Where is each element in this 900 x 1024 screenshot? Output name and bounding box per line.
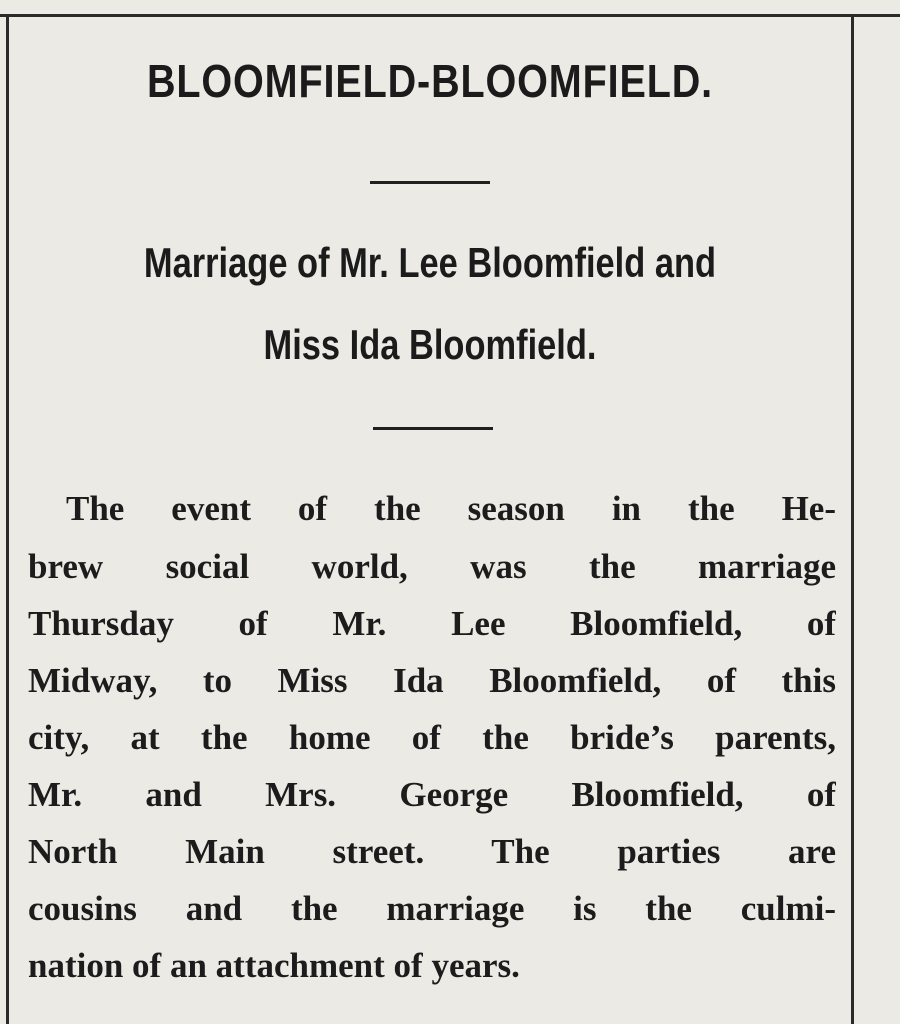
subheading-divider xyxy=(373,427,493,430)
subheading-line-2: Miss Ida Bloomfield. xyxy=(263,321,597,368)
body-line: Midway, to Miss Ida Bloomfield, of this xyxy=(28,661,836,700)
headline-divider xyxy=(370,181,490,184)
body-line: cousins and the marriage is the culmi- xyxy=(28,889,836,928)
right-column-rule xyxy=(851,14,854,1024)
body-line: The event of the season in the He- xyxy=(66,489,836,528)
body-line: brew social world, was the marriage xyxy=(28,547,836,586)
article-headline: BLOOMFIELD-BLOOMFIELD. xyxy=(146,55,714,107)
body-line: Thursday of Mr. Lee Bloomfield, of xyxy=(28,604,836,643)
body-line: city, at the home of the bride’s parents, xyxy=(28,718,836,757)
body-line: nation of an attachment of years. xyxy=(28,946,520,985)
top-column-rule xyxy=(0,14,900,17)
body-line: North Main street. The parties are xyxy=(28,832,836,871)
body-line: Mr. and Mrs. George Bloomfield, of xyxy=(28,775,836,814)
left-column-rule xyxy=(6,14,9,1024)
subheading-line-1: Marriage of Mr. Lee Bloomfield and xyxy=(143,239,717,286)
